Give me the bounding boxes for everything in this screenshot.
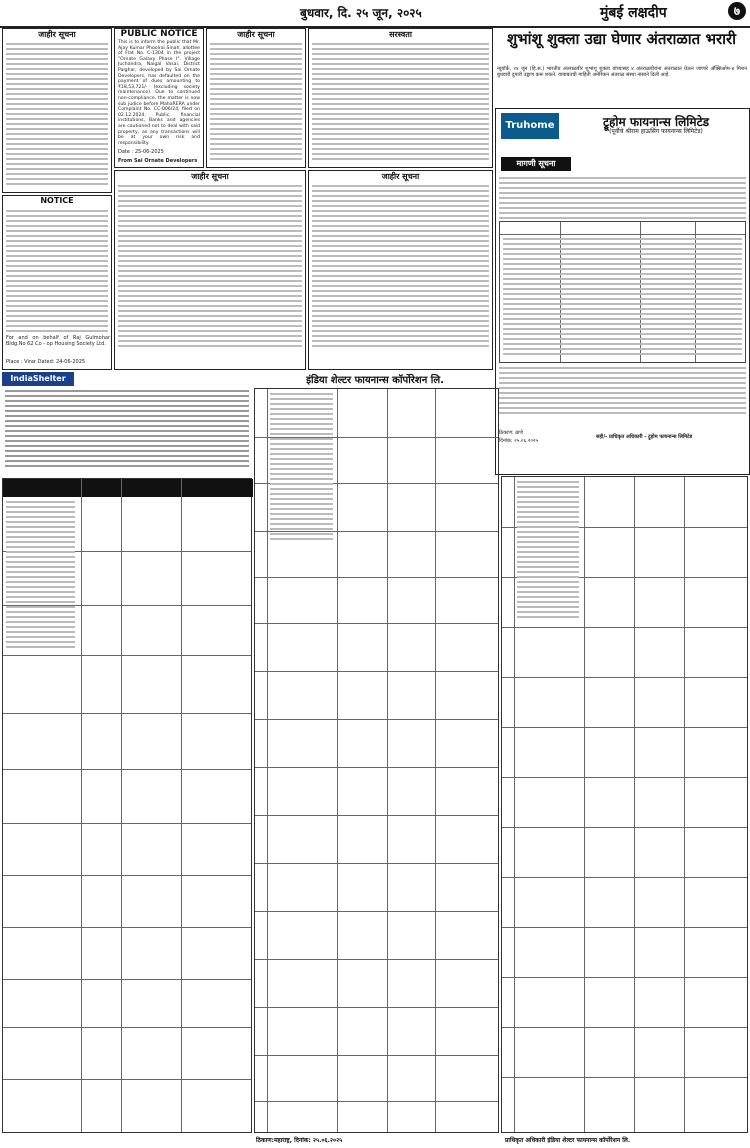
notice-c-title: जाहीर सूचना xyxy=(381,172,420,181)
notice-b xyxy=(114,170,306,370)
notice-b-title: जाहीर सूचना xyxy=(191,172,229,181)
truhome-notice xyxy=(495,108,750,475)
notice-c xyxy=(308,170,493,370)
notice-saraswata xyxy=(308,28,493,168)
ifl-title: इंडिया शेल्टर फायनान्स कॉर्पोरेशन लि. xyxy=(306,375,444,386)
page-header xyxy=(0,0,750,28)
public-notice xyxy=(114,28,204,168)
notice-mid-title: जाहीर सूचना xyxy=(237,30,275,39)
ifl-logo: IndiaShelter xyxy=(2,372,74,386)
notice-english-left xyxy=(2,195,112,370)
news-lead: न्यूयॉर्क, २४ जून (हि.स.) भारतीय अंतराळवीर शुभांशू शुक्ला यांच्यासह ४ अंतराळवीरांना अंतराळात घेऊन जाणारे अ‍ॅक्सिओम-४ मिशन बुधवारी दुपारी उड्डाण करू शकते. याबाबतची माहिती अमेरिकन अंतराळ संस्था नासाने दिली आहे. xyxy=(497,66,747,79)
notice-marathi-mid xyxy=(206,28,306,168)
truhome-date: दिनांक: २५.०६.२०२५ xyxy=(499,438,539,444)
page-date: बुधवार, दि. २५ जून, २०२५ xyxy=(300,6,422,20)
ifl-table-mid xyxy=(254,388,499,1133)
saraswata-title: सरस्वता xyxy=(389,30,412,39)
ifl-table-right xyxy=(501,476,748,1133)
ifl-intro xyxy=(2,388,252,476)
public-notice-title: PUBLIC NOTICE xyxy=(120,29,198,39)
public-notice-date: Date : 25-06-2025 xyxy=(118,148,164,155)
notice-marathi-left xyxy=(2,28,112,193)
paper-name: मुंबई लक्षदीप xyxy=(600,5,667,21)
truhome-name: ट्रूहोम फायनान्स लिमिटेड xyxy=(602,115,710,129)
truhome-sign: सही/- प्राधिकृत अधिकारी - ट्रूहोम फायनान्स लिमिटेड xyxy=(596,434,693,440)
society-sign: For and on behalf of Raj Gulmohar Bldg.No 62 Co - op Housing Society Ltd. xyxy=(6,335,110,347)
truhome-logo: Truhome xyxy=(501,113,559,139)
public-notice-body: This is to inform the public that Mr. Ajay Kumar Phoolrai Sinah, allottee of Flat No. C-1304 in the project "Ornate Galaxy Phase I". Village Juchandra, Naigal Vasai, District Palghar, developed by Sai Ornate Developers, has defaulted on the payment of dues amounting to ₹18,53,721/- (excluding society maintenance). Due to continued non-compliance, the matter is now sub judice before MahaRERA under Complaint No. CC-006/24, filed on 02.12.2024. Public, financial institutions, Banks and agencies are cautioned not to deal with said property, as any transactions will be at your own risk and responsibility. xyxy=(118,40,200,146)
truhome-sub: (पूर्वीचे श्रीराम हाऊसिंग फायनान्स लिमिटेड) xyxy=(609,128,703,135)
notice-title: जाहीर सूचना xyxy=(38,30,76,39)
place-date: Place : Virar Dated: 24-06-2025 xyxy=(6,359,86,365)
ifl-table-left xyxy=(2,478,252,1133)
notice-title-english: NOTICE xyxy=(40,196,74,205)
truhome-table xyxy=(499,221,746,363)
page-number: ७ xyxy=(728,2,746,20)
truhome-place: ठिकाण: ठाणे xyxy=(499,430,524,436)
ifl-footer-left: ठिकाण:महाराष्ट्र, दिनांक: २५.०६.२०२५ xyxy=(256,1137,343,1144)
public-notice-from: From Sai Ornate Developers xyxy=(118,157,198,164)
ifl-footer-right: प्राधिकृत अधिकारी इंडिया शेल्टर फायनान्स कॉर्पोरेशन लि. xyxy=(505,1137,631,1144)
demand-notice-tag: मागणी सूचना xyxy=(501,157,571,171)
news-headline: शुभांशू शुक्ला उद्या घेणार अंतराळात भरारी xyxy=(506,30,737,48)
